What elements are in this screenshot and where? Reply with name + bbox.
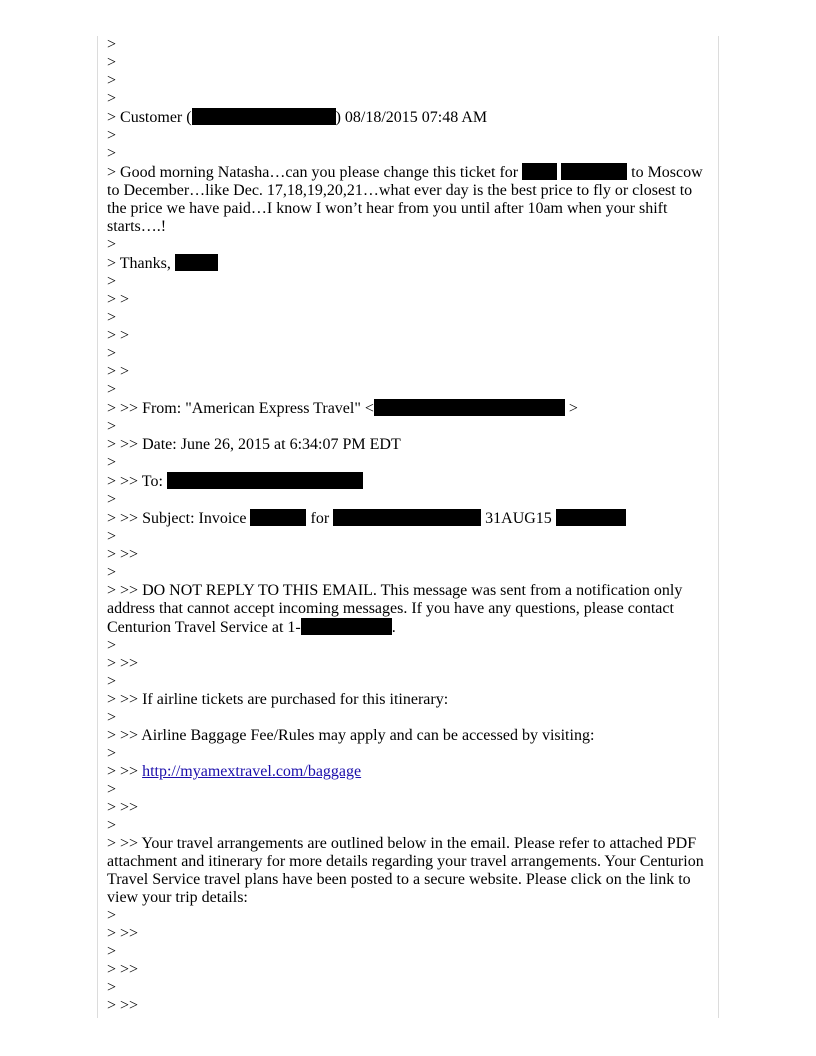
- airline-tickets-line: > >> If airline tickets are purchased for this itinerary:: [107, 691, 449, 708]
- redaction-block: [522, 163, 557, 180]
- redaction-block: [333, 509, 481, 526]
- quote-marker: >: [107, 943, 117, 960]
- quote-marker: >: [107, 309, 117, 326]
- quote-marker: >: [107, 54, 117, 71]
- quote-marker: >: [107, 381, 117, 398]
- quote-marker: >: [107, 90, 117, 107]
- quote-marker: >: [107, 145, 117, 162]
- quote-marker: >: [107, 979, 117, 996]
- redaction-block: [561, 163, 627, 180]
- quote-marker: >: [107, 418, 117, 435]
- quote-marker: >: [107, 907, 117, 924]
- quote-marker: >: [107, 564, 117, 581]
- redaction-block: [374, 399, 565, 416]
- quote-marker: >: [107, 491, 117, 508]
- do-not-reply-notice: > >> DO NOT REPLY TO THIS EMAIL. This message was sent from a notification only address that cannot accept incoming messages. If you have any questions, please contact Centurion Travel Service at 1- .: [107, 582, 687, 636]
- customer-header-line: > Customer ( ) 08/18/2015 07:48 AM: [107, 109, 488, 126]
- quote-marker: >: [107, 345, 117, 362]
- subject-line: > >> Subject: Invoice for 31AUG15: [107, 509, 707, 528]
- quote-marker: > >: [107, 327, 130, 344]
- baggage-line: > >> Airline Baggage Fee/Rules may apply and can be accessed by visiting:: [107, 727, 595, 744]
- quote-marker: > >>: [107, 961, 139, 978]
- baggage-link[interactable]: http://myamextravel.com/baggage: [142, 763, 362, 780]
- quote-marker: >: [107, 745, 117, 762]
- customer-message: > Good morning Natasha…can you please change this ticket for to Moscow to December…like Dec. 17,18,19,20,21…what ever day is the best price to fly or closest to the price we have paid…I know I won’t hear from you until after 10am when your shift starts….!: [107, 164, 707, 235]
- quote-marker: >: [107, 528, 117, 545]
- quote-marker: > >>: [107, 925, 139, 942]
- quote-marker: >: [107, 454, 117, 471]
- quote-marker: > >>: [107, 546, 139, 563]
- quote-marker: >: [107, 127, 117, 144]
- email-body: [107, 36, 707, 1015]
- redaction-block: [192, 108, 336, 125]
- quote-marker: >: [107, 673, 117, 690]
- to-line: > >> To:: [107, 472, 707, 491]
- quote-marker: >: [107, 781, 117, 798]
- quote-marker: > >>: [107, 655, 139, 672]
- quote-marker: > >: [107, 363, 130, 380]
- redaction-block: [167, 472, 363, 489]
- quote-marker: >: [107, 709, 117, 726]
- baggage-link-line: > >> http://myamextravel.com/baggage: [107, 763, 362, 780]
- quote-marker: > >: [107, 291, 130, 308]
- quote-marker: >: [107, 72, 117, 89]
- redaction-block: [556, 509, 626, 526]
- quote-marker: >: [107, 36, 117, 53]
- quote-marker: >: [107, 817, 117, 834]
- thanks-line: > Thanks,: [107, 254, 707, 273]
- quote-marker: >: [107, 637, 117, 654]
- quote-marker: >: [107, 236, 117, 253]
- date-line: > >> Date: June 26, 2015 at 6:34:07 PM EDT: [107, 436, 401, 453]
- quote-marker: > >>: [107, 997, 139, 1014]
- redaction-block: [301, 618, 392, 635]
- quote-marker: > >>: [107, 799, 139, 816]
- arrangements-paragraph: > >> Your travel arrangements are outlined below in the email. Please refer to attached PDF attachment and itinerary for more details regarding your travel arrangements. Your Centurion Travel Service travel plans have been posted to a secure website. Please click on the link to view your trip details:: [107, 835, 708, 906]
- from-line: > >> From: "American Express Travel" < >: [107, 400, 578, 417]
- quote-marker: >: [107, 273, 117, 290]
- redaction-block: [250, 509, 306, 526]
- redaction-block: [175, 254, 218, 271]
